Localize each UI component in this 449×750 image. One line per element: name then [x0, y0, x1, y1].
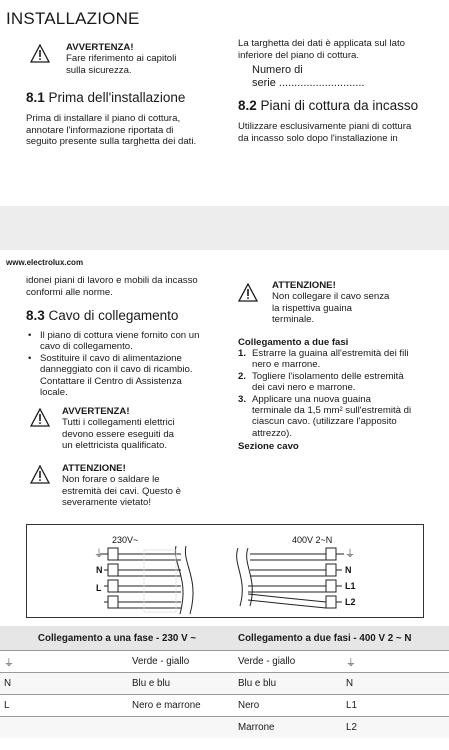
- section-heading-8-1: 8.1 Prima dell'installazione: [26, 90, 186, 105]
- warning-icon: [30, 408, 50, 427]
- table-row: [0, 695, 449, 717]
- table-cell: L1: [342, 695, 449, 717]
- list-item: 2. Togliere l'isolamento delle estremità dei cavi nero e marrone.: [238, 370, 404, 394]
- list-item: • Il piano di cottura viene fornito con un cavo di collegamento.: [26, 330, 226, 353]
- table-row: [0, 651, 449, 673]
- paragraph-rating-plate: La targhetta dei dati è applicata sul lato inferiore del piano di cottura.: [238, 38, 405, 61]
- table-cell: N: [342, 673, 449, 695]
- table-header-row: [0, 626, 449, 651]
- table-cell: Nero e marrone: [128, 695, 234, 717]
- column-header: Collegamento a due fasi - 400 V 2 ~ N: [234, 626, 449, 651]
- list-item: 3. Applicare una nuova guaina terminale da 1,5 mm² sull'estremità di ciascun cavo. (utilizzare l'apposito attrezzo).: [238, 393, 412, 439]
- attention-title: ATTENZIONE!: [62, 463, 126, 474]
- left-voltage-label: 230V~: [112, 535, 139, 545]
- table-cell: Marrone: [234, 717, 342, 739]
- attention-text: Non forare o saldare le estremità dei cavi. Questo è severamente vietato!: [62, 474, 181, 509]
- neutral-label: N: [345, 565, 352, 575]
- table-cell: [0, 717, 128, 739]
- wiring-diagram: [26, 524, 424, 618]
- table-cell: [128, 717, 234, 739]
- table-cell: Verde - giallo: [234, 651, 342, 673]
- table-cell: Blu e blu: [234, 673, 342, 695]
- column-header: Collegamento a una fase - 230 V ~: [0, 626, 234, 651]
- neutral-label: N: [96, 565, 103, 575]
- list-item: • Sostituire il cavo di alimentazione danneggiato con il cavo di ricambio. Contattare il Centro di Assistenza locale.: [26, 353, 226, 399]
- section-heading-8-3: 8.3 Cavo di collegamento: [26, 308, 179, 323]
- warning-icon: [30, 465, 50, 484]
- right-voltage-label: 400V 2~N: [292, 535, 333, 545]
- table-cell: Verde - giallo: [128, 651, 234, 673]
- cable-section-label: Sezione cavo: [238, 441, 299, 452]
- warning-icon: [30, 44, 50, 63]
- two-phase-heading: Collegamento a due fasi: [238, 337, 349, 348]
- section-heading-8-2: 8.2 Piani di cottura da incasso: [238, 98, 419, 113]
- table-cell: Blu e blu: [128, 673, 234, 695]
- table-cell: Nero: [234, 695, 342, 717]
- table-cell: ⏚: [0, 651, 128, 673]
- attention-text: Non collegare il cavo senza la rispettiva guaina terminale.: [272, 291, 390, 326]
- line1-label: L1: [345, 581, 356, 591]
- table-cell: ⏚: [342, 651, 449, 673]
- table-cell: L: [0, 695, 128, 717]
- attention-title: ATTENZIONE!: [272, 280, 336, 291]
- serial-number-field: Numero di serie ............................: [252, 64, 365, 89]
- warning-icon: [238, 283, 258, 302]
- table-cell: N: [0, 673, 128, 695]
- warning-text: Tutti i collegamenti elettrici devono essere eseguiti da un elettricista qualificato.: [62, 417, 175, 452]
- page-title: INSTALLAZIONE: [6, 9, 140, 28]
- continuation-text: idonei piani di lavoro e mobili da incasso conformi alle norme.: [26, 275, 198, 298]
- paragraph-before-install: Prima di installare il piano di cottura, annotare l'informazione riportata di seguito presente sulla targhetta dei dati.: [26, 113, 197, 148]
- warning-title: AVVERTENZA!: [62, 406, 130, 417]
- list-item: 1. Estrarre la guaina all'estremità dei fili nero e marrone.: [238, 348, 409, 371]
- two-phase-steps: [238, 348, 443, 439]
- website-link[interactable]: www.electrolux.com: [6, 258, 84, 267]
- connection-table: [0, 626, 449, 738]
- earth-symbol: ⏚: [345, 549, 355, 560]
- paragraph-built-in: Utilizzare esclusivamente piani di cottura da incasso solo dopo l'installazione in: [238, 121, 412, 144]
- earth-symbol: ⏚: [94, 549, 104, 560]
- line2-label: L2: [345, 597, 356, 607]
- line-label: L: [96, 583, 102, 593]
- table-row: [0, 717, 449, 739]
- page-separator: [0, 206, 449, 250]
- table-cell: L2: [342, 717, 449, 739]
- table-row: [0, 673, 449, 695]
- warning-title: AVVERTENZA!: [66, 42, 134, 53]
- cable-bullet-list: [26, 330, 226, 398]
- warning-text: Fare riferimento ai capitoli sulla sicurezza.: [66, 53, 177, 76]
